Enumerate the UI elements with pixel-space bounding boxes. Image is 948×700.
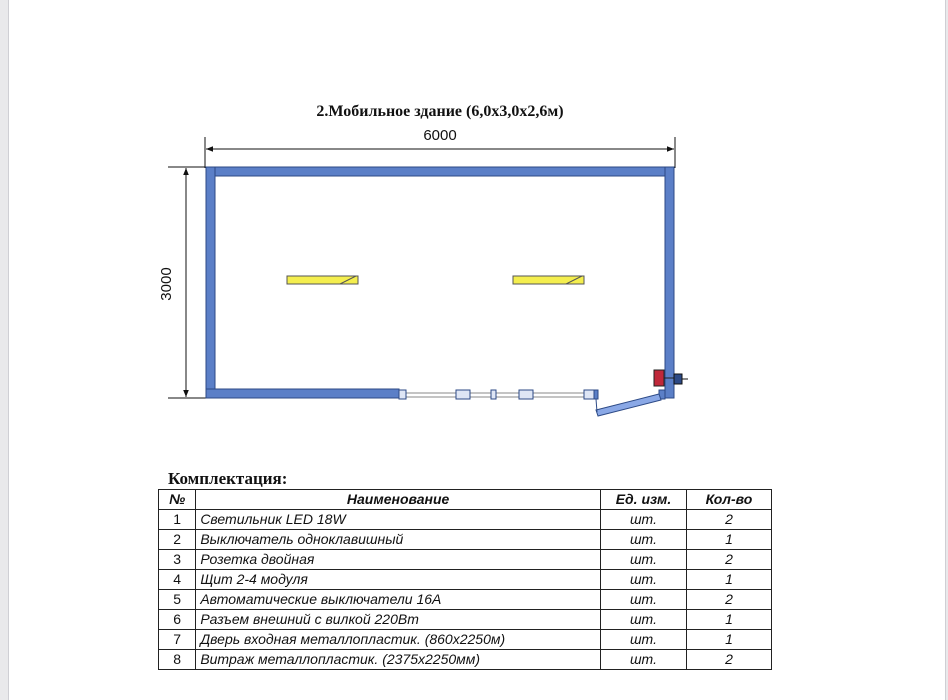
row-unit: шт. (600, 590, 686, 610)
row-qty: 2 (686, 550, 771, 570)
header-qty: Кол-во (686, 490, 771, 510)
row-no: 8 (159, 650, 196, 670)
row-no: 6 (159, 610, 196, 630)
kit-table (158, 489, 772, 670)
row-no: 1 (159, 510, 196, 530)
row-qty: 1 (686, 630, 771, 650)
row-name: Разъем внешний с вилкой 220Вт (196, 610, 601, 630)
row-no: 7 (159, 630, 196, 650)
row-name: Автоматические выключатели 16А (196, 590, 601, 610)
walls (206, 167, 674, 398)
row-qty: 1 (686, 570, 771, 590)
row-unit: шт. (600, 530, 686, 550)
table-row (159, 530, 772, 550)
row-name: Дверь входная металлопластик. (860х2250м) (196, 630, 601, 650)
table-row (159, 650, 772, 670)
kit-title: Комплектация: (168, 469, 288, 488)
table-row (159, 550, 772, 570)
row-unit: шт. (600, 610, 686, 630)
row-qty: 2 (686, 510, 771, 530)
row-no: 4 (159, 570, 196, 590)
row-name: Выключатель одноклавишный (196, 530, 601, 550)
height-dimension-label: 3000 (158, 267, 175, 301)
row-unit: шт. (600, 550, 686, 570)
ceiling-lamp (287, 276, 358, 284)
row-qty: 2 (686, 650, 771, 670)
table-header-row (159, 490, 772, 510)
table-row (159, 630, 772, 650)
header-no: № (159, 490, 196, 510)
header-unit: Ед. изм. (600, 490, 686, 510)
row-name: Щит 2-4 модуля (196, 570, 601, 590)
row-unit: шт. (600, 630, 686, 650)
ceiling-lamp (513, 276, 584, 284)
row-unit: шт. (600, 650, 686, 670)
row-qty: 2 (686, 590, 771, 610)
table-row (159, 610, 772, 630)
height-dimension-line (168, 167, 206, 398)
width-dimension-label: 6000 (423, 127, 457, 144)
row-no: 5 (159, 590, 196, 610)
width-dimension-line (205, 137, 675, 168)
row-name: Розетка двойная (196, 550, 601, 570)
row-unit: шт. (600, 510, 686, 530)
entrance-door (594, 390, 665, 416)
window-glazing (399, 390, 594, 399)
row-no: 3 (159, 550, 196, 570)
row-qty: 1 (686, 610, 771, 630)
row-unit: шт. (600, 570, 686, 590)
table-row (159, 570, 772, 590)
drawing-title: 2.Мобильное здание (6,0х3,0х2,6м) (316, 103, 564, 120)
table-row (159, 590, 772, 610)
row-qty: 1 (686, 530, 771, 550)
row-name: Витраж металлопластик. (2375х2250мм) (196, 650, 601, 670)
row-name: Светильник LED 18W (196, 510, 601, 530)
external-power-connector (674, 374, 688, 384)
row-no: 2 (159, 530, 196, 550)
header-name: Наименование (196, 490, 601, 510)
table-row (159, 510, 772, 530)
